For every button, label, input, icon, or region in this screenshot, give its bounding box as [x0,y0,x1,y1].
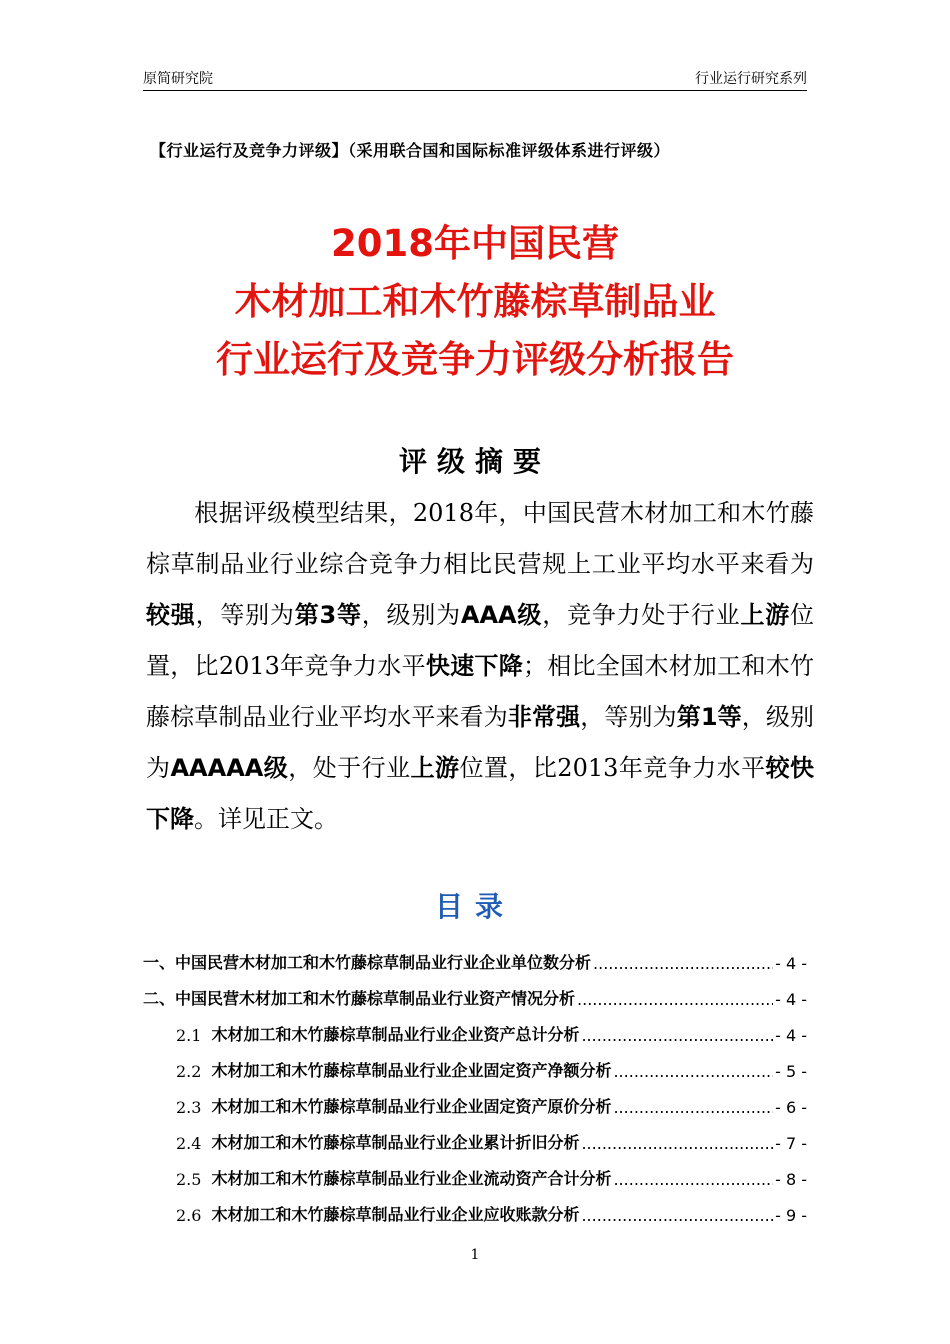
toc-entry[interactable] [143,1009,807,1045]
toc-leader [581,1134,773,1153]
summary-text: ，竞争力处于行业 [542,601,741,629]
toc-entry-number: 2.3 [176,1098,202,1117]
toc-entry-number: 2.5 [176,1170,202,1189]
header-series: 行业运行研究系列 [695,71,807,87]
summary-text: 位置，比2013年竞争力水平 [146,601,815,680]
summary-text: ，级别为 [361,601,461,629]
summary-text: ，级别为 [146,703,815,782]
page-number: 1 [470,1247,480,1263]
toc-entry-text: 木材加工和木竹藤棕草制品业行业企业累计折旧分析 [211,1133,580,1152]
summary-text: ，处于行业 [288,754,411,782]
title-line-3: 行业运行及竞争力评级分析报告 [216,338,734,381]
summary-emphasis: AAA级 [460,601,543,629]
toc-page: - 9 - [775,1206,807,1225]
toc-entry-number: 2.2 [176,1062,202,1081]
toc-entry-text: 木材加工和木竹藤棕草制品业行业企业应收账款分析 [211,1205,580,1224]
toc-entry-text: 木材加工和木竹藤棕草制品业行业企业固定资产净额分析 [211,1061,612,1080]
summary-heading: 评级摘要 [398,445,551,478]
summary-emphasis: 上游 [740,601,791,629]
summary-emphasis: 较快下降 [146,754,815,833]
summary-text: ；相比全国木材加工和木竹藤棕草制品业行业平均水平来看为 [146,652,815,731]
summary-emphasis: 第3等 [294,601,362,629]
toc-entry-text: 二、中国民营木材加工和木竹藤棕草制品业行业资产情况分析 [143,989,576,1008]
title-line-2: 木材加工和木竹藤棕草制品业 [234,280,716,323]
toc-entry-text: 木材加工和木竹藤棕草制品业行业企业流动资产合计分析 [211,1169,612,1188]
toc-leader [613,1098,773,1117]
summary-paragraph [146,488,814,845]
toc-entry-text: 木材加工和木竹藤棕草制品业行业企业固定资产原价分析 [211,1097,612,1116]
toc-entry[interactable] [143,1117,807,1153]
toc-page: - 4 - [775,990,807,1009]
toc-leader [581,1026,773,1045]
toc-leader [581,1206,773,1225]
toc-page: - 4 - [775,1026,807,1045]
summary-emphasis: 第1等 [676,703,742,731]
toc-heading: 目录 [434,890,515,923]
summary-text: ，等别为 [195,601,295,629]
summary-emphasis: AAAAA级 [170,754,289,782]
summary-text: ，等别为 [580,703,677,731]
toc-entry-number: 2.4 [176,1134,202,1153]
page-header [143,62,807,91]
summary-emphasis: 快速下降 [425,652,523,680]
toc-page: - 5 - [775,1062,807,1081]
summary-text: 位置，比2013年竞争力水平 [459,754,766,782]
toc-entry[interactable] [143,973,807,1009]
toc-leader [613,1062,773,1081]
header-org: 原简研究院 [143,71,213,87]
summary-emphasis: 非常强 [507,703,581,731]
toc-entry-text: 木材加工和木竹藤棕草制品业行业企业资产总计分析 [211,1025,580,1044]
toc-entry[interactable] [143,1045,807,1081]
toc-page: - 6 - [775,1098,807,1117]
toc-leader [593,954,773,973]
toc-entry-number: 2.6 [176,1206,202,1225]
report-subtitle: 【行业运行及竞争力评级】（采用联合国和国际标准评级体系进行评级） [150,141,671,160]
toc-entry[interactable] [143,937,807,973]
summary-text: 。详见正文。 [194,805,338,833]
summary-text: 根据评级模型结果，2018年，中国民营木材加工和木竹藤棕草制品业行业综合竞争力相比民营规上工业平均水平来看为 [146,499,814,578]
toc-page: - 7 - [775,1134,807,1153]
toc-entry[interactable] [143,1153,807,1189]
report-title [0,215,950,389]
toc-page: - 8 - [775,1170,807,1189]
toc-leader [577,990,773,1009]
title-line-1: 2018年中国民营 [331,222,619,265]
summary-emphasis: 较强 [146,601,196,629]
summary-emphasis: 上游 [410,754,460,782]
toc-entry-number: 2.1 [176,1026,202,1045]
toc-page: - 4 - [775,954,807,973]
toc-entry[interactable] [143,1081,807,1117]
toc-leader [613,1170,773,1189]
toc-entry[interactable] [143,1189,807,1225]
table-of-contents [143,937,807,1225]
toc-entry-text: 一、中国民营木材加工和木竹藤棕草制品业行业企业单位数分析 [143,953,592,972]
